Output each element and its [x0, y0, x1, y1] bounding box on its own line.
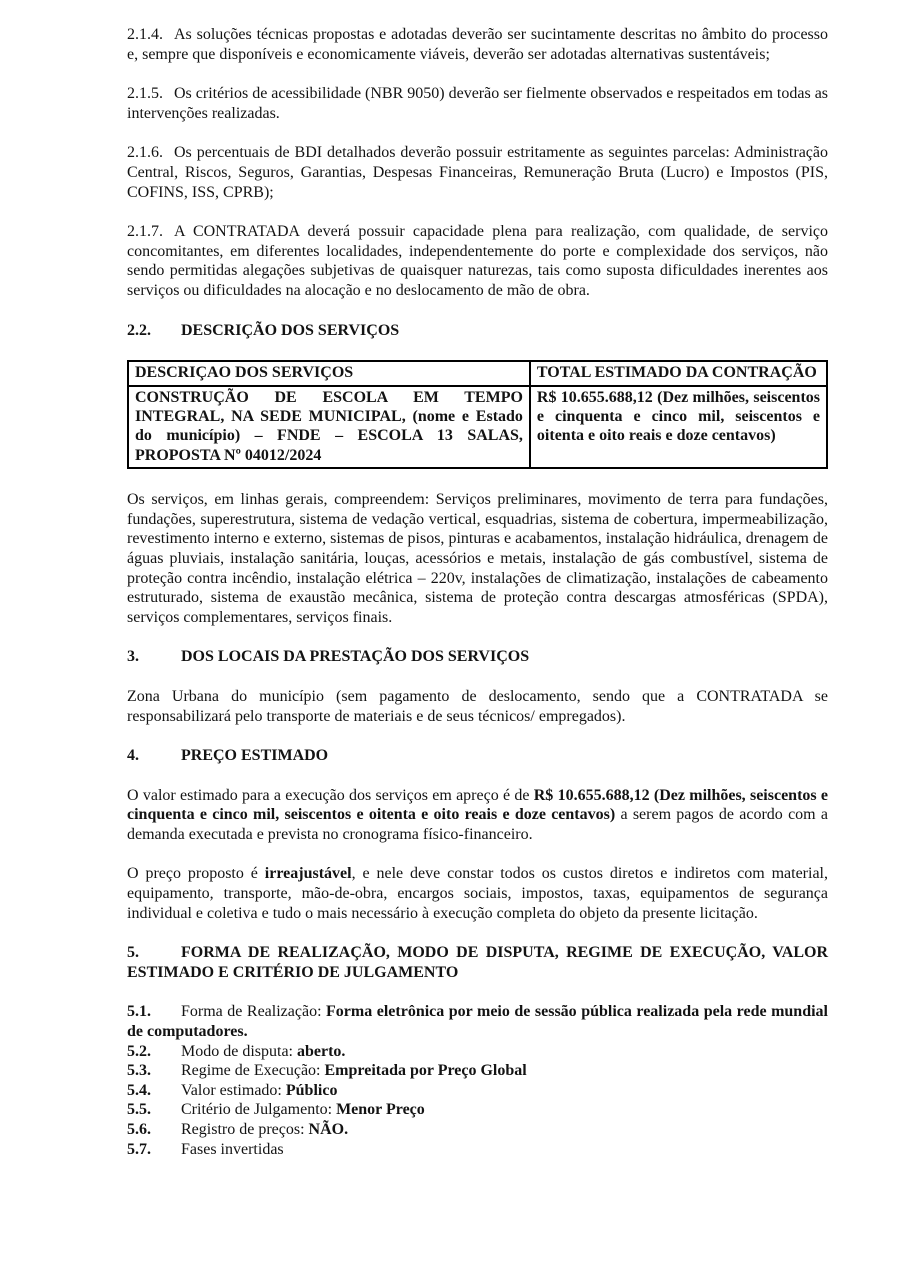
item-number: 5.4.: [127, 1081, 151, 1099]
paragraph-services-overview: [127, 490, 828, 627]
section-number: 2.2.: [127, 321, 151, 339]
paragraph-text: O valor estimado para a execução dos serviços em apreço é de: [127, 786, 534, 804]
section-title: DESCRIÇÃO DOS SERVIÇOS: [181, 321, 400, 339]
paragraph-zona-urbana: [127, 687, 828, 726]
item-number: 5.7.: [127, 1140, 151, 1158]
paragraph-text: A CONTRATADA deverá possuir capacidade plena para realização, com qualidade, de serviço concomitantes, em diferentes localidades, independentemente do porte e complexidade dos serviços, não sendo permitidas alegações subjetivas de quaisquer naturezas, tais como suposta dificuldades inerentes aos serviços ou dificuldades na alocação e no deslocamento de mão de obra.: [127, 223, 828, 299]
section-heading-3: [127, 647, 828, 667]
section-heading-5: [127, 943, 828, 982]
paragraph-text: Zona Urbana do município (sem pagamento de deslocamento, sendo que a CONTRATADA se responsabilizará pelo transporte de materiais e de seus técnicos/ empregados).: [127, 687, 828, 725]
item-label: Valor estimado:: [181, 1081, 286, 1099]
section-title: FORMA DE REALIZAÇÃO, MODO DE DISPUTA, REGIME DE EXECUÇÃO, VALOR ESTIMADO E CRITÉRIO DE JULGAMENTO: [127, 944, 828, 981]
paragraph-text: , e nele deve constar todos os custos diretos e indiretos com material, equipamento, transporte, mão-de-obra, encargos sociais, impostos, taxas, equipamentos de segurança individual e coletiva e tudo o mais necessário à execução completa do objeto da presente licitação.: [127, 865, 829, 922]
item-value: aberto.: [297, 1042, 346, 1060]
item-5-1: [127, 1002, 828, 1041]
item-5-4: [127, 1081, 828, 1101]
item-label: Forma de Realização:: [181, 1003, 327, 1021]
table-cell-total: R$ 10.655.688,12 (Dez milhões, seiscentos e cinquenta e cinco mil, seiscentos e oitenta e oito reais e doze centavos): [530, 386, 827, 469]
table-row: [128, 386, 827, 469]
item-label: Critério de Julgamento:: [181, 1101, 337, 1119]
item-value: Forma eletrônica por meio de sessão pública realizada pela rede mundial de computadores.: [127, 1003, 828, 1041]
paragraph-text: Os critérios de acessibilidade (NBR 9050) deverão ser fielmente observados e respeitados em todas as intervenções realizadas.: [127, 85, 829, 122]
item-value: Menor Preço: [336, 1101, 425, 1119]
paragraph-2-1-4: [127, 25, 828, 64]
paragraph-text: a serem pagos de acordo com a demanda executada e prevista no cronograma físico-financeiro.: [127, 806, 828, 843]
item-value: Público: [285, 1081, 338, 1099]
item-label: Fases invertidas: [181, 1140, 284, 1158]
item-5-3: [127, 1061, 828, 1081]
item-number: 5.6.: [127, 1121, 151, 1138]
table-header-row: [128, 361, 827, 385]
section-title: PREÇO ESTIMADO: [181, 747, 329, 765]
table-header-descricao: DESCRIÇAO DOS SERVIÇOS: [128, 361, 530, 385]
paragraph-text: O preço proposto é: [127, 865, 265, 883]
item-5-6: [127, 1120, 828, 1140]
section-heading-4: [127, 746, 828, 766]
item-label: Modo de disputa:: [181, 1042, 297, 1060]
item-value: NÃO.: [308, 1121, 349, 1138]
paragraph-valor-estimado: [127, 786, 828, 845]
paragraph-text: As soluções técnicas propostas e adotadas deverão ser sucintamente descritas no âmbito do processo e, sempre que disponíveis e economicamente viáveis, deverão ser adotadas alternativas sustentáveis;: [127, 26, 828, 63]
paragraph-number: 2.1.4.: [127, 26, 163, 43]
paragraph-number: 2.1.7.: [127, 223, 163, 241]
paragraph-number: 2.1.6.: [127, 144, 163, 162]
item-label: Registro de preços:: [181, 1121, 309, 1138]
item-number: 5.2.: [127, 1042, 151, 1060]
table-cell-descricao: CONSTRUÇÃO DE ESCOLA EM TEMPO INTEGRAL, NA SEDE MUNICIPAL, (nome e Estado do município) – FNDE – ESCOLA 13 SALAS, PROPOSTA Nº 04012/2024: [128, 386, 530, 469]
item-label: Regime de Execução:: [181, 1062, 325, 1080]
item-5-5: [127, 1100, 828, 1120]
item-5-7: [127, 1140, 828, 1160]
section-title: DOS LOCAIS DA PRESTAÇÃO DOS SERVIÇOS: [181, 648, 530, 666]
section-number: 3.: [127, 648, 139, 666]
item-number: 5.1.: [127, 1003, 151, 1021]
paragraph-2-1-7: [127, 222, 828, 300]
paragraph-number: 2.1.5.: [127, 85, 163, 103]
paragraph-2-1-6: [127, 143, 828, 202]
paragraph-text: Os percentuais de BDI detalhados deverão possuir estritamente as seguintes parcelas: Administração Central, Riscos, Seguros, Garantias, Despesas Financeiras, Remuneração Bruta (Lucro) e Impostos (PIS, COFINS, ISS, CPRB);: [127, 144, 828, 201]
paragraph-preco-proposto: [127, 864, 828, 923]
section-number: 4.: [127, 747, 139, 765]
paragraph-2-1-5: [127, 84, 828, 123]
numbered-item-list: [127, 1002, 828, 1159]
estimated-value-bold: R$ 10.655.688,12 (Dez milhões, seiscentos e cinquenta e cinco mil, seiscentos e oitenta e oito reais e doze centavos): [127, 786, 828, 824]
item-number: 5.3.: [127, 1062, 151, 1080]
section-heading-2-2: [127, 321, 828, 341]
item-value: Empreitada por Preço Global: [324, 1062, 527, 1080]
item-5-2: [127, 1042, 828, 1062]
irreajustavel-bold: irreajustável: [264, 865, 352, 883]
item-number: 5.5.: [127, 1101, 151, 1119]
services-table: [127, 360, 828, 469]
paragraph-text: Os serviços, em linhas gerais, compreendem: Serviços preliminares, movimento de terra para fundações, fundações, superestrutura, sistema de vedação vertical, esquadrias, sistema de cobertura, impermeabilização, revestimento interno e externo, sistemas de pisos, pinturas e acabamentos, instalação hidráulica, drenagem de águas pluviais, instalação sanitária, louças, acessórios e metais, instalação de gás combustível, sistema de proteção contra incêndio, instalação elétrica – 220v, instalações de climatização, instalações de cabeamento estruturado, sistema de exaustão mecânica, sistema de proteção contra descargas atmosféricas (SPDA), serviços complementares, serviços finais.: [127, 491, 828, 626]
table-header-total: TOTAL ESTIMADO DA CONTRAÇÃO: [530, 361, 827, 385]
section-number: 5.: [127, 944, 139, 962]
